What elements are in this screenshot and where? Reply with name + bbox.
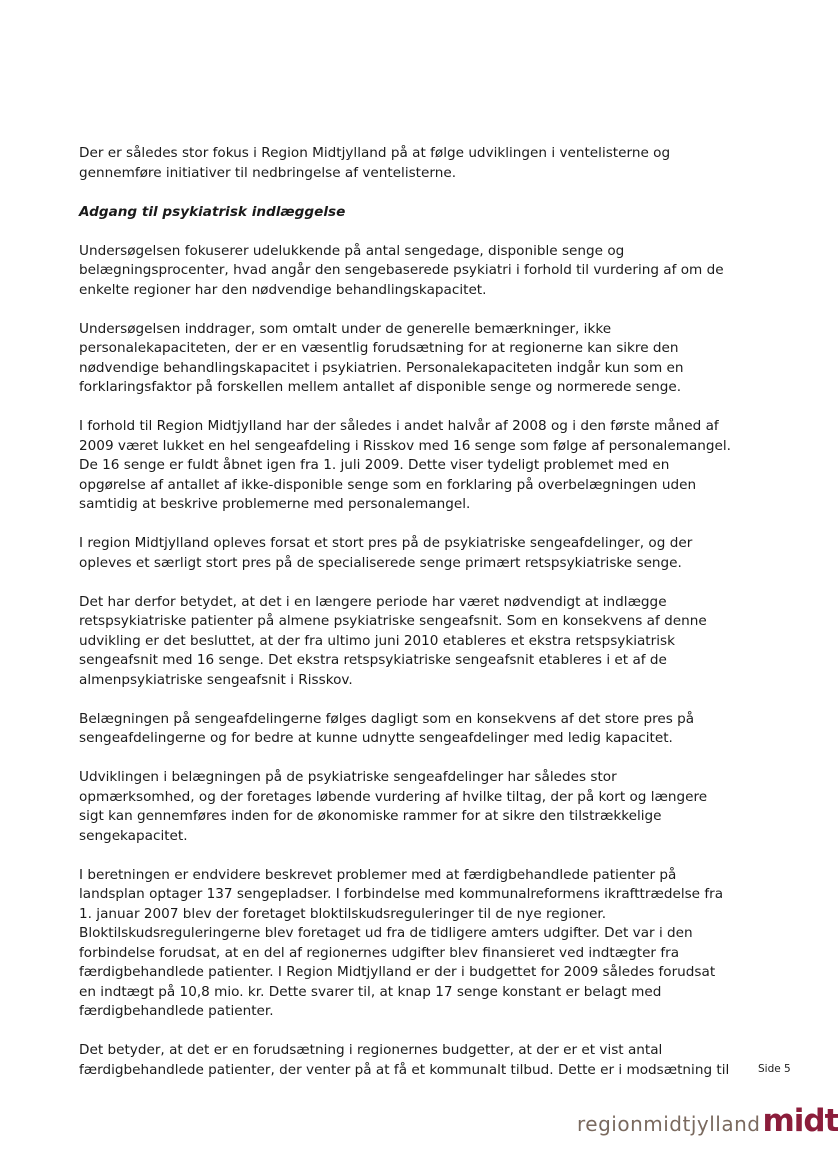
- text-line: Det betyder, at det er en forudsætning i regionernes budgetter, at der er et vist antal: [79, 1042, 663, 1058]
- page-number: Side 5: [758, 1063, 791, 1075]
- text-line: udvikling er det besluttet, at der fra ultimo juni 2010 etableres et ekstra retspsykiatrisk: [79, 632, 675, 649]
- paragraph: [79, 866, 751, 1022]
- paragraph: [79, 534, 751, 573]
- text-line: sigt kan gennemføres inden for de økonomiske rammer for at sikre den tilstrækkelige: [79, 808, 662, 824]
- text-line: en indtægt på 10,8 mio. kr. Dette svarer til, at knap 17 senge konstant er belagt med: [79, 983, 662, 1000]
- text-line: retspsykiatriske patienter på almene psykiatriske sengeafsnit. Som en konsekvens af denne: [79, 613, 707, 629]
- text-line: Belægningen på sengeafdelingerne følges dagligt som en konsekvens af det store pres på: [79, 710, 695, 727]
- text-line: Bloktilskudsreguleringerne blev foretaget ud fra de tidligere amters udgifter. Det var i den: [79, 925, 693, 941]
- text-line: sengeafdelingerne og for bedre at kunne udnytte sengeafdelinger med ledig kapacitet.: [79, 730, 673, 746]
- text-line: I forhold til Region Midtjylland har der således i andet halvår af 2008 og i den første måned af: [79, 418, 719, 434]
- text-line: enkelte regioner har den nødvendige behandlingskapacitet.: [79, 281, 487, 298]
- paragraph: [79, 320, 751, 398]
- paragraph: [79, 593, 751, 691]
- text-line: gennemføre initiativer til nedbringelse af ventelisterne.: [79, 164, 457, 181]
- text-line: nødvendige behandlingskapacitet i psykiatrien. Personalekapaciteten indgår kun som en: [79, 359, 684, 376]
- logo-wordmark: regionmidtjylland: [577, 1112, 761, 1136]
- text-line: I beretningen er endvidere beskrevet problemer med at færdigbehandlede patienter på: [79, 866, 677, 883]
- text-line: personalekapaciteten, der er en væsentlig forudsætning for at regionerne kan sikre den: [79, 340, 679, 356]
- region-midtjylland-logo: [577, 1103, 838, 1139]
- section-heading: [79, 203, 751, 223]
- text-line: opleves et særligt stort pres på de specialiserede senge primært retspsykiatriske senge.: [79, 554, 682, 571]
- paragraph: [79, 144, 751, 183]
- text-line: forbindelse forudsat, at en del af regionernes udgifter blev finansieret ved indtægter fra: [79, 944, 680, 961]
- text-line: De 16 senge er fuldt åbnet igen fra 1. juli 2009. Dette viser tydeligt problemet med en: [79, 457, 670, 473]
- paragraph: [79, 768, 751, 846]
- text-line: opmærksomhed, og der foretages løbende vurdering af hvilke tiltag, der på kort og længere: [79, 788, 708, 805]
- text-line: sengekapacitet.: [79, 827, 188, 844]
- text-line: Der er således stor fokus i Region Midtjylland på at følge udviklingen i ventelisterne og: [79, 145, 671, 161]
- paragraph: [79, 417, 751, 515]
- text-line: I region Midtjylland opleves forsat et stort pres på de psykiatriske sengeafdelinger, og der: [79, 535, 693, 551]
- text-line: belægningsprocenter, hvad angår den sengebaserede psykiatri i forhold til vurdering af om de: [79, 262, 724, 278]
- text-line: 1. januar 2007 blev der foretaget bloktilskudsreguleringer til de nye regioner.: [79, 905, 607, 922]
- text-line: sengeafsnit med 16 senge. Det ekstra retspsykiatriske sengeafsnit etableres i et af de: [79, 652, 667, 668]
- text-line: færdigbehandlede patienter.: [79, 1003, 274, 1019]
- text-line: opgørelse af antallet af ikke-disponible senge som en forklaring på overbelægningen uden: [79, 476, 697, 493]
- text-line: Undersøgelsen fokuserer udelukkende på antal sengedage, disponible senge og: [79, 242, 625, 259]
- text-line: samtidig at beskrive problemerne med personalemangel.: [79, 496, 471, 512]
- paragraph: [79, 242, 751, 301]
- text-line: Adgang til psykiatrisk indlæggelse: [79, 203, 346, 220]
- text-line: færdigbehandlede patienter, der venter på at få et kommunalt tilbud. Dette er i modsætning til: [79, 1061, 730, 1078]
- text-line: 2009 været lukket en hel sengeafdeling i Risskov med 16 senge som følge af personalemangel.: [79, 437, 731, 454]
- paragraph: [79, 710, 751, 749]
- paragraph: [79, 1041, 751, 1080]
- text-line: Undersøgelsen inddrager, som omtalt under de generelle bemærkninger, ikke: [79, 320, 612, 337]
- text-line: Det har derfor betydet, at det i en længere periode har været nødvendigt at indlægge: [79, 593, 667, 610]
- text-line: Udviklingen i belægningen på de psykiatriske sengeafdelinger har således stor: [79, 769, 617, 785]
- document-body: [79, 144, 751, 1080]
- text-line: landsplan optager 137 sengepladser. I forbindelse med kommunalreformens ikrafttrædelse fra: [79, 886, 724, 902]
- text-line: færdigbehandlede patienter. I Region Midtjylland er der i budgettet for 2009 således forudsat: [79, 964, 716, 980]
- text-line: forklaringsfaktor på forskellen mellem antallet af disponible senge og normerede senge.: [79, 379, 682, 395]
- logo-mark: midt: [762, 1103, 838, 1139]
- text-line: almenpsykiatriske sengeafsnit i Risskov.: [79, 671, 353, 688]
